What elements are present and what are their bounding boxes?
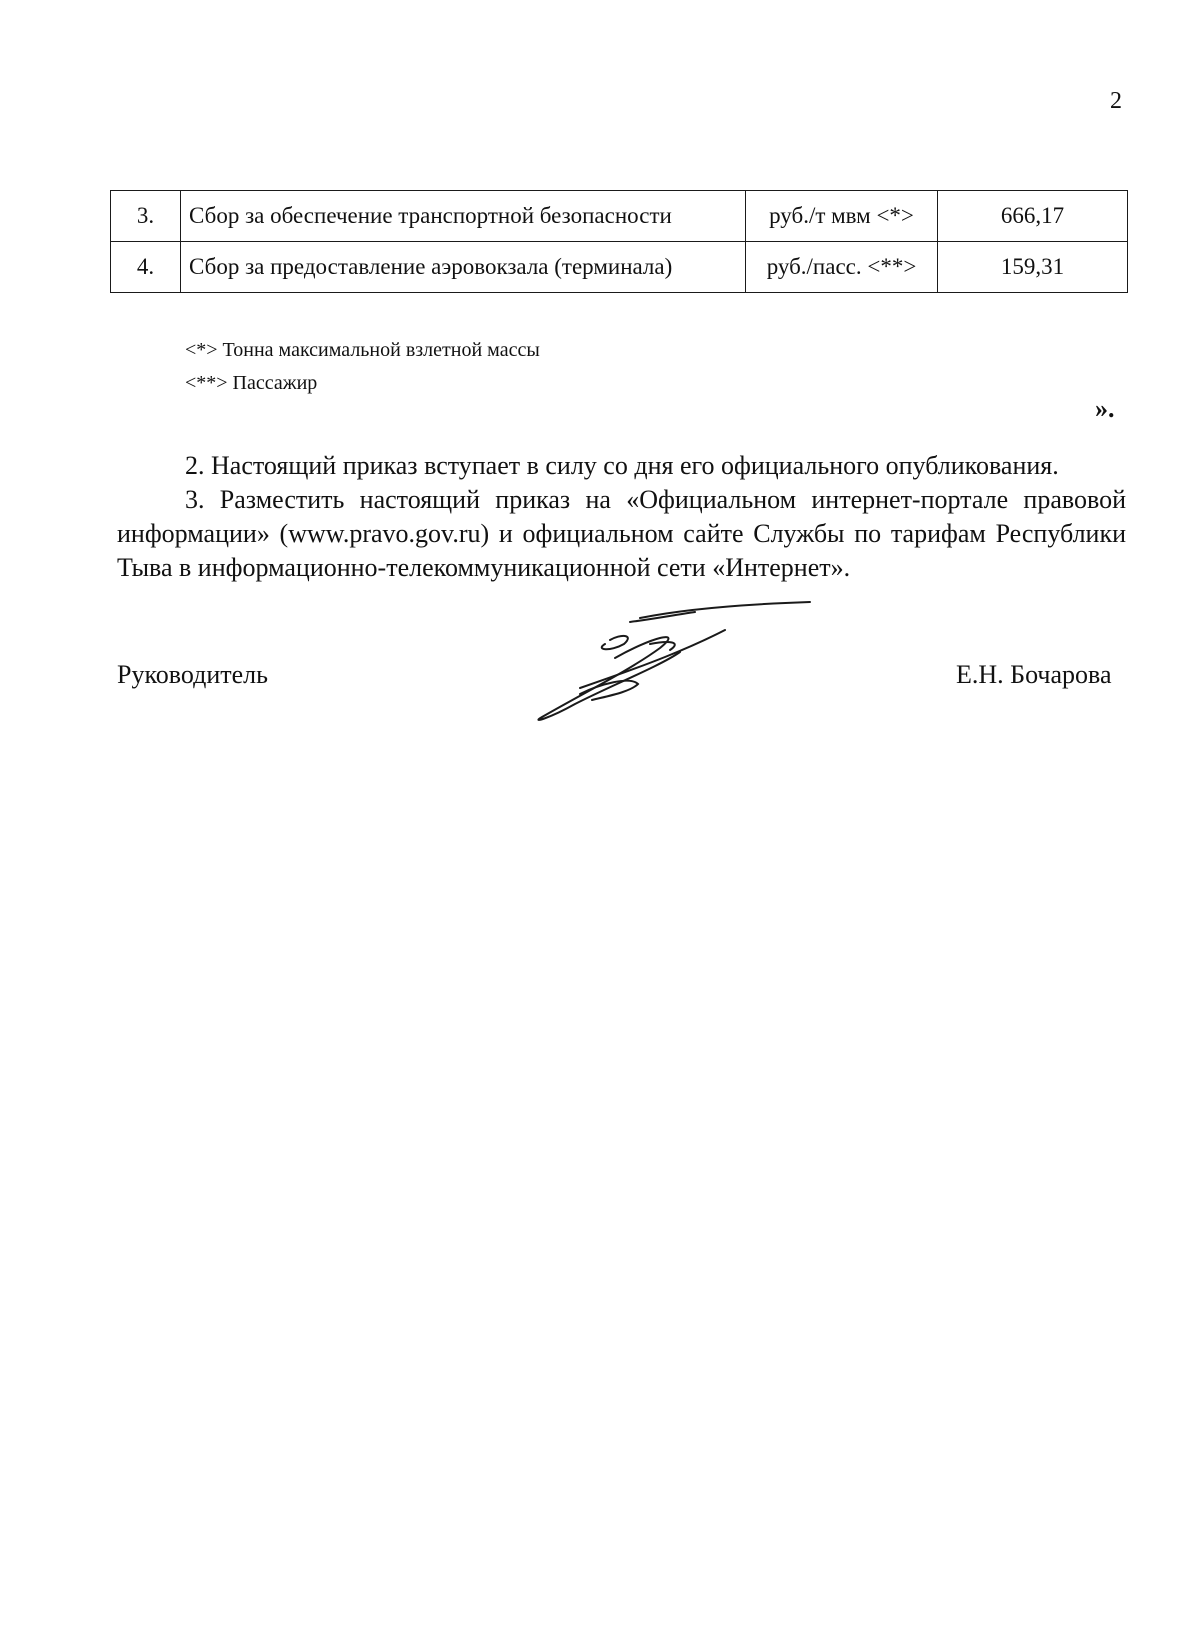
footnotes [185,334,540,400]
row-number: 3. [111,191,181,242]
paragraph-3: 3. Разместить настоящий приказ на «Официальном интернет-портале правовой информации» (www.pravo.gov.ru) и официальном сайте Службы по тарифам Республики Тыва в информационно-телекоммуникационной сети «Интернет». [117,485,1126,582]
tariff-table [110,190,1128,293]
fee-name: Сбор за обеспечение транспортной безопасности [181,191,746,242]
signatory-name: Е.Н. Бочарова [956,660,1112,689]
footnote: <**> Пассажир [185,372,318,394]
fee-unit: руб./т мвм <*> [746,191,938,242]
handwritten-signature [520,600,820,735]
closing-quote: ». [1095,394,1115,423]
signatory-title: Руководитель [117,660,268,689]
page-number: 2 [1110,88,1122,114]
table-row [111,191,1128,242]
fee-name: Сбор за предоставление аэровокзала (терминала) [181,242,746,293]
row-number: 4. [111,242,181,293]
fee-unit: руб./пасс. <**> [746,242,938,293]
footnote: <*> Тонна максимальной взлетной массы [185,339,540,361]
fee-value: 666,17 [938,191,1128,242]
table-row [111,242,1128,293]
paragraph-2: 2. Настоящий приказ вступает в силу со дня его официального опубликования. [185,451,1059,480]
fee-value: 159,31 [938,242,1128,293]
